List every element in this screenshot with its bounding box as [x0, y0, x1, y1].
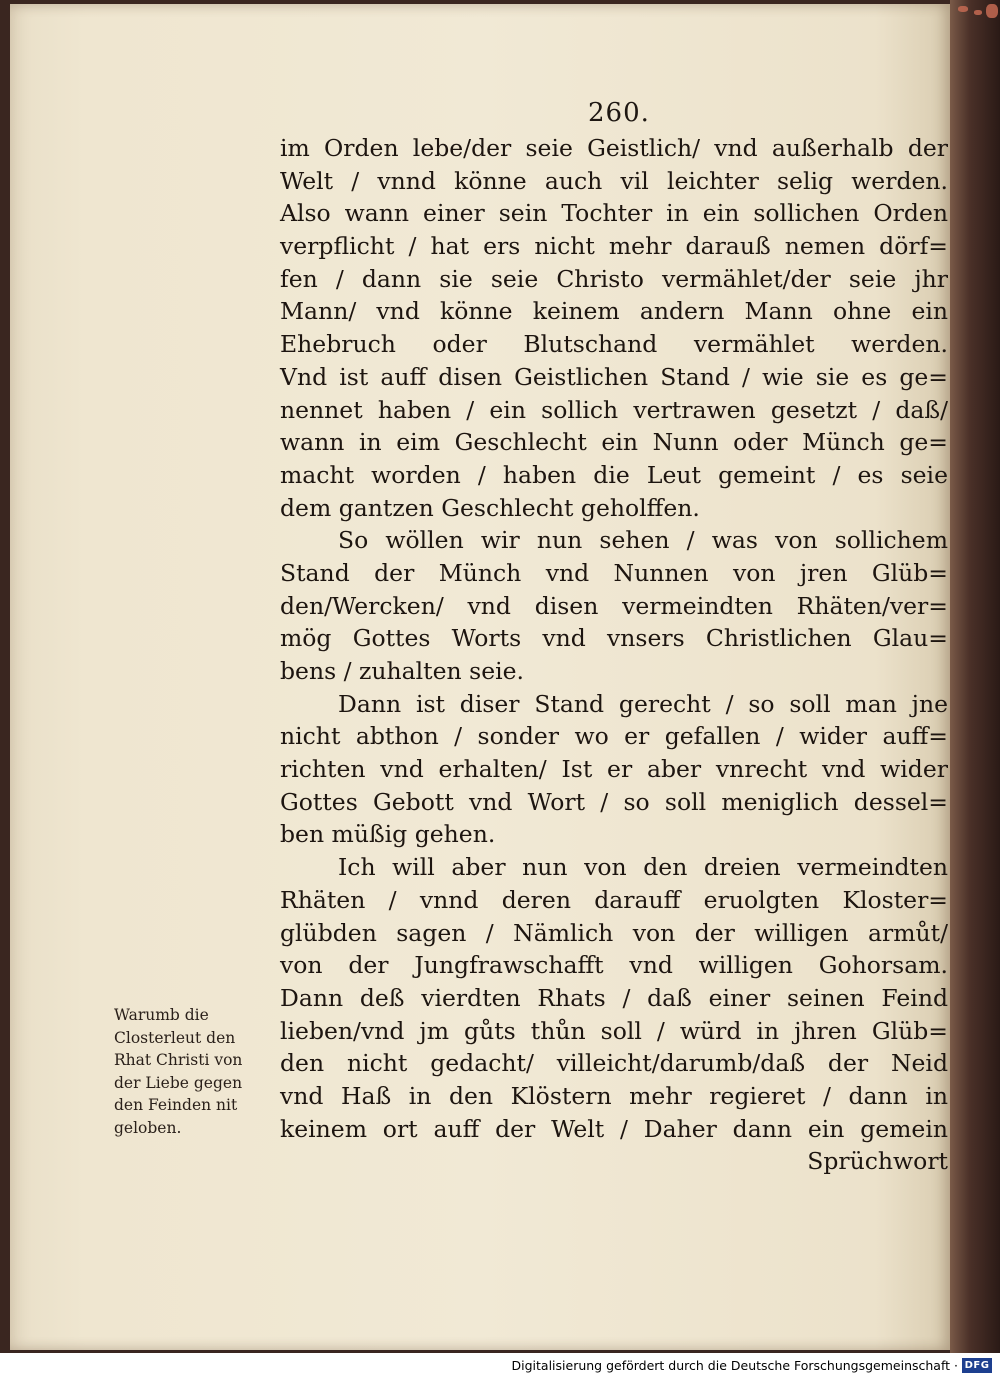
- funding-credit: Digitalisierung gefördert durch die Deutsche Forschungsgemeinschaft ·: [511, 1358, 958, 1373]
- paper-page: [10, 4, 950, 1350]
- text-line: mög Gottes Worts vnd vnsers Christlichen Glau=: [280, 624, 948, 653]
- text-line: den nicht gedacht/ villeicht/darumb/daß der Neid: [280, 1049, 948, 1078]
- text-line: im Orden lebe/der seie Geistlich/ vnd außerhalb der: [280, 134, 948, 162]
- edge-stain: [958, 6, 968, 12]
- text-line: macht worden / haben die Leut gemeint / es seie: [280, 460, 948, 489]
- text-line: Vnd ist auff disen Geistlichen Stand / wie sie es ge=: [280, 362, 948, 391]
- text-line: von der Jungfrawschafft vnd willigen Gohorsam.: [280, 951, 948, 980]
- text-line: So wöllen wir nun sehen / was von sollichem: [338, 526, 948, 555]
- text-line: keinem ort auff der Welt / Daher dann ein gemein: [280, 1114, 948, 1143]
- text-line: Welt / vnnd könne auch vil leichter selig werden.: [280, 166, 948, 195]
- marginal-line: geloben.: [114, 1118, 182, 1137]
- marginal-line: der Liebe gegen: [114, 1073, 243, 1092]
- text-line: glübden sagen / Nämlich von der willigen armůt/: [280, 918, 948, 947]
- text-line: richten vnd erhalten/ Ist er aber vnrecht vnd wider: [280, 755, 948, 784]
- catchword: Sprüchwort: [807, 1147, 948, 1176]
- edge-stain: [986, 4, 998, 18]
- text-line: lieben/vnd jm gůts thůn soll / würd in jhren Glüb=: [280, 1016, 948, 1045]
- text-line: verpflicht / hat ers nicht mehr darauß nemen dörf=: [280, 232, 948, 261]
- marginal-line: Rhat Christi von: [114, 1051, 243, 1069]
- text-line: nicht abthon / sonder wo er gefallen / wider auff=: [280, 722, 948, 751]
- edge-stain: [974, 10, 982, 15]
- text-line: Stand der Münch vnd Nunnen von jren Glüb=: [280, 558, 948, 587]
- text-line: dem gantzen Geschlecht geholffen.: [280, 493, 700, 522]
- text-line: ben müßig gehen.: [280, 820, 496, 849]
- text-line: vnd Haß in den Klöstern mehr regieret / dann in: [280, 1081, 948, 1110]
- text-line: wann in eim Geschlecht ein Nunn oder Münch ge=: [280, 428, 948, 457]
- text-line: Rhäten / vnnd deren darauff eruolgten Kloster=: [280, 885, 948, 914]
- text-line: den/Wercken/ vnd disen vermeindten Rhäten/ver=: [280, 591, 948, 620]
- text-line: Mann/ vnd könne keinem andern Mann ohne ein: [280, 297, 948, 326]
- text-line: Ich will aber nun von den dreien vermeindten: [338, 853, 948, 882]
- text-line: Dann ist diser Stand gerecht / so soll man jne: [338, 689, 948, 718]
- text-line: Ehebruch oder Blutschand vermählet werden.: [280, 330, 948, 359]
- text-line: Gottes Gebott vnd Wort / so soll meniglich dessel=: [280, 787, 948, 816]
- text-line: fen / dann sie seie Christo vermählet/der seie jhr: [280, 264, 948, 293]
- marginal-note: [114, 1004, 292, 1139]
- marginal-line: Warumb die: [114, 1006, 209, 1024]
- page-edge-shadow: [950, 0, 1000, 1353]
- main-text-block: [280, 132, 948, 1178]
- footer-bar: [0, 1353, 1000, 1379]
- text-line: Also wann einer sein Tochter in ein sollichen Orden: [280, 199, 948, 228]
- marginal-line: den Feinden nit: [114, 1096, 238, 1114]
- text-line: bens / zuhalten seie.: [280, 657, 524, 685]
- marginal-line: Closterleut den: [114, 1028, 236, 1047]
- dfg-logo: DFG: [962, 1358, 992, 1373]
- text-line: Dann deß vierdten Rhats / daß einer seinen Feind: [280, 983, 948, 1012]
- text-line: nennet haben / ein sollich vertrawen gesetzt / daß/: [280, 395, 948, 424]
- page-number: 260.: [588, 98, 650, 128]
